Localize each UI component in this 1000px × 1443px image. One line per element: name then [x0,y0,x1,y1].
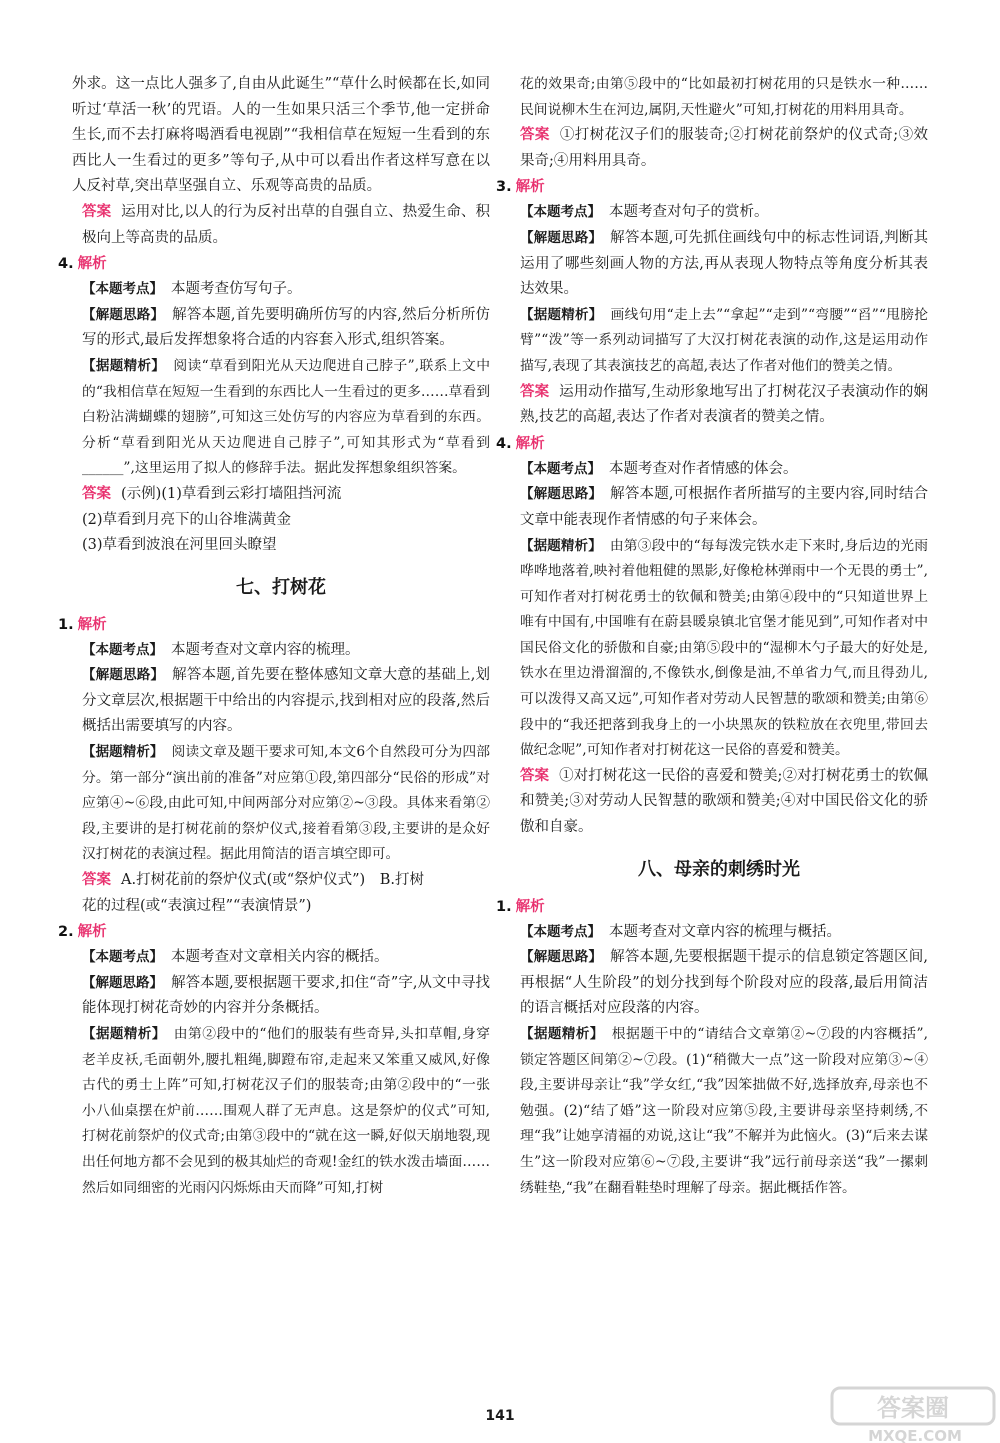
answer-line: (2)草看到月亮下的山谷堆满黄金 [82,511,292,528]
detail-line [510,1022,928,1201]
answer-label: 答案 [82,485,111,502]
approach-tag: 【解题思路】 [82,306,165,323]
question-heading-1 [58,613,490,638]
intro-paragraph: 外求。这一点比人强多了,自由从此诞生”“草什么时候都在长,如同听过‘草活一秋’的咒语。人的一生如果只活三个季节,他一定拼命生长,而不去打麻将喝酒看电视剧”“我相信草在短短一生看到的东西比人一生看过的更多”等句子,从中可以看出作者这样写意在以人反衬草,突出草坚强自立、乐观等高贵的品质。 [72,76,490,195]
detail-text: 由第②段中的“他们的服装有些奇异,头扣草帽,身穿老羊皮袄,毛面朝外,腰扎粗绳,脚蹬布帘,走起来又笨重又威风,好像古代的勇士上阵”可知,打树花汉子们的服装奇;由第②段中的“一张小八仙桌摆在炉前……围观人群了无声息。这是祭炉的仪式”可知,打树花前祭炉的仪式奇;由第③段中的“就在这一瞬,好似天崩地裂,现出任何地方都不会见到的极其灿烂的奇观!金红的铁水泼击墙面……然后如同细密的光雨闪闪烁烁由天而降”可知,打树 [82,1026,490,1196]
detail-line [510,303,928,380]
approach-text: 解答本题,先要根据题干提示的信息锁定答题区间,再根据“人生阶段”的划分找到每个阶段对应的段落,最后用简洁的语言概括对应段落的内容。 [520,949,929,1017]
analysis-label: 解析 [77,256,107,273]
analysis-label: 解析 [515,179,545,196]
section-title: 七、打树花 [236,576,326,598]
detail-tag: 【据题精析】 [520,1026,604,1042]
answer-line: 花的过程(或“表演过程”“表演情景”) [82,897,312,914]
watermark-url: MXQE.COM [868,1427,962,1443]
detail-line [72,740,490,868]
analysis-label: 解析 [77,924,107,941]
approach-line [510,226,928,303]
detail-tag: 【据题精析】 [82,357,166,374]
approach-text: 解答本题,首先要明确所仿写的内容,然后分析所仿写的形式,最后发挥想象将合适的内容套入形式,组织答案。 [82,306,491,349]
answer-line [72,868,490,894]
point-text: 本题考查对文章内容的梳理与概括。 [609,923,841,940]
approach-line [510,945,928,1022]
approach-tag: 【解题思路】 [82,974,164,991]
question-number: 3. [496,179,512,196]
answer-label: 答案 [520,127,550,144]
left-column [58,72,491,1201]
question-number: 4. [496,435,512,452]
detail-line [72,1022,490,1201]
question-number: 4. [58,256,74,273]
approach-text: 解答本题,可根据作者所描写的主要内容,同时结合文章中能表现作者情感的句子来体会。 [520,486,929,528]
answer-text: (示例)(1)草看到云彩打墙阻挡河流 [121,485,342,502]
approach-line [72,663,490,740]
answer-label: 答案 [82,872,111,889]
point-line [510,920,928,946]
watermark-logo [830,1384,1000,1443]
point-line [510,457,928,483]
right-column [496,72,929,1201]
answer-label: 答案 [520,383,550,400]
point-tag: 【本题考点】 [82,281,163,298]
detail-tag: 【据题精析】 [520,306,603,323]
question-heading-3 [496,175,928,200]
answer-line [510,380,928,431]
answer-text: ①打树花汉子们的服装奇;②打树花前祭炉的仪式奇;③效果奇;④用料用具奇。 [520,127,928,169]
watermark-text: 答案圈 [877,1394,949,1422]
answer-line [72,482,490,508]
approach-tag: 【解题思路】 [520,949,603,966]
point-line [510,200,928,226]
page-number: 141 [485,1408,515,1424]
approach-tag: 【解题思路】 [520,486,603,503]
point-tag: 【本题考点】 [520,460,601,477]
approach-text: 解答本题,首先要在整体感知文章大意的基础上,划分文章层次,根据题干中给出的内容提示,找到相对应的段落,然后概括出需要填写的内容。 [82,667,491,735]
analysis-label: 解析 [515,435,545,452]
point-line [72,945,490,971]
question-heading-1 [496,895,928,920]
approach-tag: 【解题思路】 [82,667,165,684]
detail-tag: 【据题精析】 [520,537,602,554]
detail-text: 阅读文章及题干要求可知,本文6个自然段可分为四部分。第一部分“演出前的准备”对应第①段,第四部分“民俗的形成”对应第④~⑥段,由此可知,中间两部分对应第②~③段。具体来看第②段,主要讲的是打树花前的祭炉仪式,接着看第③段,主要讲的是众好汉打树花的表演过程。据此用简洁的语言填空即可。 [82,744,490,863]
detail-tag: 【据题精析】 [82,1026,166,1042]
answer-line [510,764,928,841]
answer-text: A.打树花前的祭炉仪式(或“祭炉仪式”) B.打树 [121,872,424,889]
detail-text: 由第③段中的“每每泼完铁水走下来时,身后边的光雨哗哗地落着,映衬着他粗健的黑影,好像枪林弹雨中一个无畏的勇士”,可知作者对打树花勇士的钦佩和赞美;由第④段中的“只知道世界上唯有中国有,中国唯有在蔚县暖泉镇北官堡才能见到”,可知作者对中国民俗文化的骄傲和自豪;由第⑤段中的“湿柳木勺子最大的好处是,铁水在里边滑溜溜的,不像铁水,倒像是油,不单省力气,而且得劲儿,可以泼得又高又远”,可知作者对劳动人民智慧的歌颂和赞美;由第⑥段中的“我还把落到我身上的一小块黑灰的铁粒放在衣兜里,带回去做纪念呢”,可知作者对打树花这一民俗的喜爱和赞美。 [520,537,928,759]
answer-label: 答案 [520,767,550,784]
point-tag: 【本题考点】 [520,204,601,221]
question-heading-4 [496,432,928,457]
point-line [72,638,490,664]
answer-line: (3)草看到波浪在河里回头瞭望 [82,537,277,554]
point-tag: 【本题考点】 [520,923,601,940]
detail-text: 根据题干中的“请结合文章第②~⑦段的内容概括”,锁定答题区间第②~⑦段。(1)“稍微大一点”这一阶段对应第③~④段,主要讲母亲让“我”学女红,“我”因笨拙做不好,选择放弃,母亲也不勉强。(2)“结了婚”这一阶段对应第⑤段,主要讲母亲坚持刺绣,不理“我”让她享清福的劝说,这让“我”不解并为此恼火。(3)“后来去谋生”这一阶段对应第⑥~⑦段,主要讲“我”远行前母亲送“我”一摞刺绣鞋垫,“我”在翻看鞋垫时理解了母亲。据此概括作答。 [520,1026,929,1196]
analysis-label: 解析 [515,898,545,915]
section-title: 八、母亲的刺绣时光 [638,858,800,880]
approach-tag: 【解题思路】 [520,229,603,246]
approach-line [72,971,490,1022]
detail-text: 阅读“草看到阳光从天边爬进自己脖子”,联系上文中的“我相信草在短短一生看到的东西比人一生看过的更多……草看到白粉沾满蝴蝶的翅膀”,可知这三处仿写的内容应为草看到的东西。分析“草看到阳光从天边爬进自己脖子”,可知其形式为“草看到______”,这里运用了拟人的修辞手法。据此发挥想象组织答案。 [82,357,490,477]
question-heading-2 [58,920,490,945]
detail-tag: 【据题精析】 [82,744,164,761]
answer-label: 答案 [82,203,112,220]
point-line [72,277,490,303]
point-text: 本题考查对文章内容的梳理。 [171,641,360,658]
analysis-label: 解析 [77,616,107,633]
detail-text: 画线句用“走上去”“拿起”“走到”“弯腰”“舀”“甩膀抡臂”“泼”等一系列动词描写了大汉打树花表演的动作,这是运用动作描写,表现了其表演技艺的高超,表达了作者对他们的赞美之情。 [520,306,929,374]
point-text: 本题考查仿写句子。 [171,281,302,298]
detail-line [510,534,928,764]
point-tag: 【本题考点】 [82,641,163,658]
point-tag: 【本题考点】 [82,949,163,966]
answer-text: 运用动作描写,生动形象地写出了打树花汉子表演动作的娴熟,技艺的高超,表达了作者对表演者的赞美之情。 [520,383,928,426]
question-number: 2. [58,924,74,941]
continued-detail: 花的效果奇;由第⑤段中的“比如最初打树花用的只是铁水一种……民间说柳木生在河边,属阴,天性避火”可知,打树花的用料用具奇。 [520,76,928,118]
question-number: 1. [496,898,512,915]
intro-answer [72,200,490,251]
answer-line [510,123,928,174]
answer-text: 运用对比,以人的行为反衬出草的自强自立、热爱生命、积极向上等高贵的品质。 [82,203,490,246]
point-text: 本题考查对文章相关内容的概括。 [171,949,389,966]
approach-text: 解答本题,要根据题干要求,扣住“奇”字,从文中寻找能体现打树花奇妙的内容并分条概括。 [82,974,491,1017]
question-heading-4 [58,252,490,277]
detail-line [72,354,490,482]
question-number: 1. [58,616,74,633]
point-text: 本题考查对句子的赏析。 [609,204,769,221]
point-text: 本题考查对作者情感的体会。 [609,460,798,477]
approach-text: 解答本题,可先抓住画线句中的标志性词语,判断其运用了哪些刻画人物的方法,再从表现人物特点等角度分析其表达效果。 [520,229,929,298]
answer-text: ①对打树花这一民俗的喜爱和赞美;②对打树花勇士的钦佩和赞美;③对劳动人民智慧的歌颂和赞美;④对中国民俗文化的骄傲和自豪。 [520,767,928,836]
approach-line [72,303,490,354]
approach-line [510,482,928,533]
